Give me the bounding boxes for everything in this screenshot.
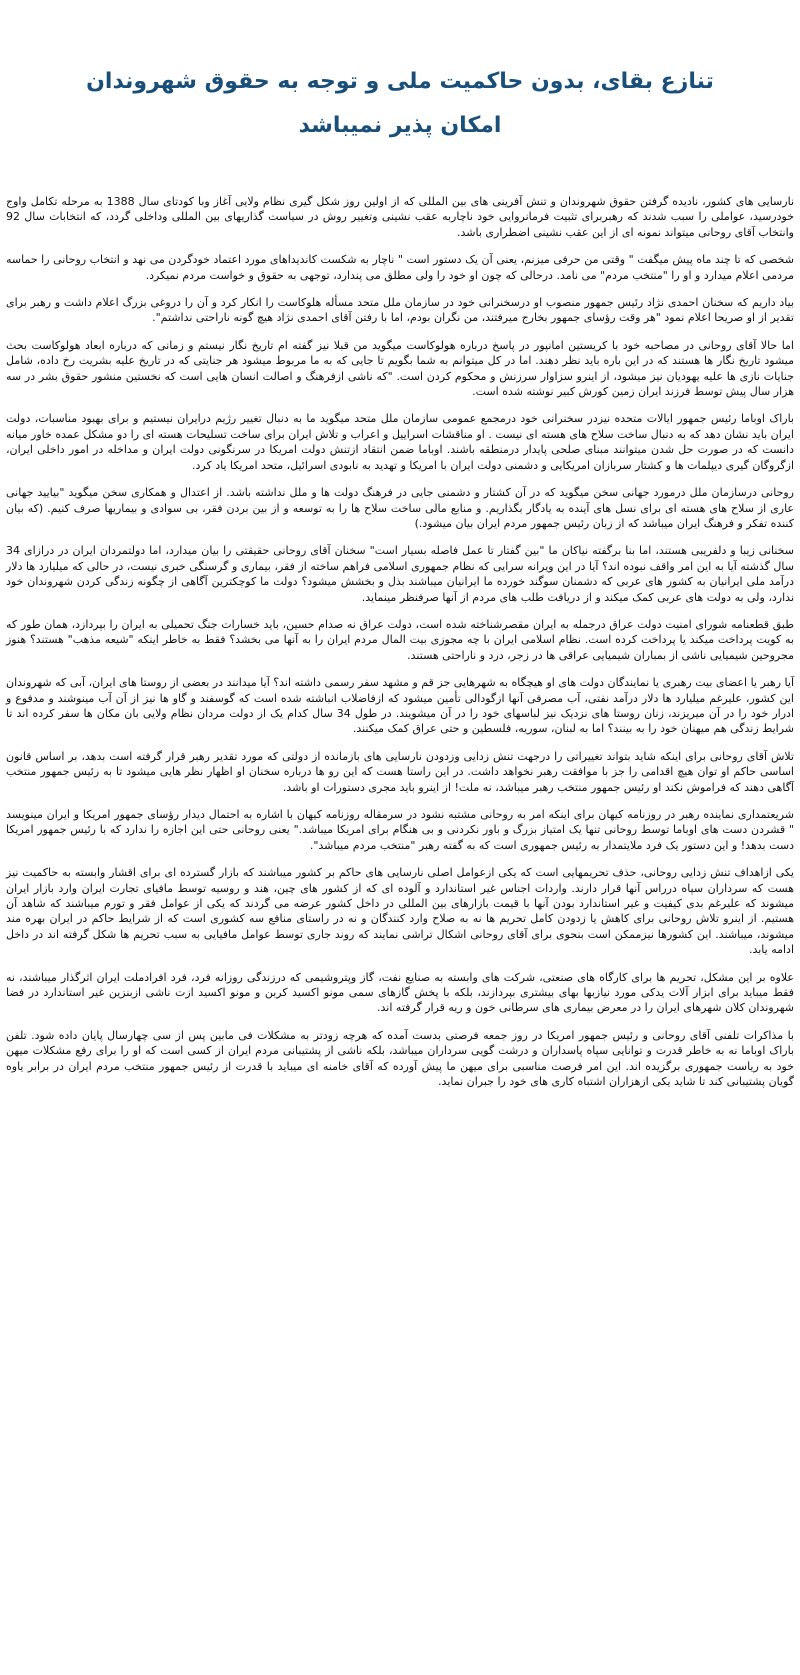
paragraph: تلاش آقای روحانی برای اینکه شاید بتواند تغییراتی را درجهت تنش زدایی وزدودن نارسایی های بازمانده از دولتی که مورد تقدیر رهبر قرار گرفته است بدهد، بر اساس قانون اساسی حاکم او توان هیچ اقدامی را جز با موافقت رهبر نخواهد داشت. در این راستا هست که این رو ها درباره سخنان او اظهار نظر هایی میشود تا به رئیس جمهور منتخب آگاهی دهند که فراموش نکند او رئیس جمهور منتخب رهبر میباشد، نه ملت! از اینرو باید مجری دستورات او باشد.	[6, 749, 794, 794]
title-line-2: امکان پذیر نمیباشد	[298, 113, 502, 138]
paragraph: اما حالا آقای روحانی در مصاحبه خود با کریستین امانپور در پاسخ درباره هولوکاست میگوید من قبلا نیز گفته ام تاریخ نگار نیستم و زمانی که درباره ابعاد هولوکاست بحث میشود تاریخ نگار ها هستند که در این باره باید نظر دهند. اما در کل میتوانم به شما بگویم تا جایی که به ما مربوط میشود هر جنایتی که در تاریخ علیه بشریت رخ داده، شامل جنایات نازی ها علیه یهودیان نیز میشود، از اینرو سزاوار سرزنش و محکوم کردن است. "که ناشی ازفرهنگ و اصالت انسان هایی است که نخستین منشور حقوق بشر در سه هزار سال پیش توسط فرزند ایران زمین کورش کبیر نوشته شده است.	[6, 338, 794, 399]
paragraph: نارسایی های کشور، نادیده گرفتن حقوق شهروندان و تنش آفرینی های بین المللی که از اولین روز شکل گیری نظام ولایی آغاز وبا کودتای سال 1388 به مرحله تکامل واوج خودرسید، عواملی را سبب شدند که رهبربرای تثبیت فرمانروایی خود ناچاربه عقب نشینی وتغییر روش در سیاست گذاریهای بین المللی وداخلی گردد، که انتخابات سال 92 وانتخاب آقای روحانی میتواند نمونه ای از این عقب نشینی اضطراری باشد.	[6, 195, 795, 239]
article	[6, 0, 794, 1102]
paragraph: شخصی که تا چند ماه پیش میگفت " وقتی من حرفی میزنم، یعنی آن یک دستور است " ناچار به شکست کاندیداهای مورد اعتماد خودگردن می نهد و انتخاب روحانی را حماسه مردمی اعلام میدارد و او را "منتخب مردم" می نامد. درحالی که چون او خود را ولی مطلق می پندارد، توجهی به حقوق و خواست مردم نمیکرد.	[6, 253, 794, 282]
paragraph: بیاد داریم که سخنان احمدی نژاد رئیس جمهور منصوب او درسخنرانی خود در سازمان ملل متحد مسأله هلوکاست را انکار کرد و آن را دروغی بزرگ اعلام داشت و رهبر برای تقدیر از او صریحا اعلام نمود "هر وقت رؤسای جمهور بخارج میرفتند، من نگران بودم، اما با رفتن آقای احمدی نژاد هیچ گونه ناراحتی نداشتم".	[6, 296, 794, 325]
paragraph: طبق قطعنامه شورای امنیت دولت عراق درجمله به ایران مقصرشناخته شده است، دولت عراق نه صدام حسین، باید خسارات جنگ تحمیلی به ایران را بپردازد، همان طور که به کویت پرداخت میکند یا پرداخت کرده است. نظام اسلامی ایران با چه مجوزی بیت المال مردم ایران را به آنها می بخشد؟ فقط به خاطر اینکه "شیعه مذهب" هستند؟ هنوز مجروحین شیمیایی ناشی از بمباران شیمیایی عراقی ها در زجر، درد و ناراحتی هستند.	[6, 617, 794, 662]
paragraph: با مذاکرات تلفنی آقای روحانی و رئیس جمهور امریکا در روز جمعه فرصتی بدست آمده که هرچه زودتر به مشکلات فی مابین پس از سی چهارسال پایان داده شود. تلفن باراک اوباما نه به خاطر قدرت و توانایی سپاه پاسداران و درشت گویی سرداران میباشد، بلکه ناشی از پشتیبانی مردم ایران از کسی است که او را برای رفع مشکلات میهن خود به ریاست جمهوری برگزیده اند. این امر فرصت مناسبی برای میهن ما پیش آورده که آقای خامنه ای میباید با قدرت از رئیس جمهور منتخب مردم ایران در برابر یاوه گویان پشتیبانی کند تا شاید یکی ازهزاران اشتباه کاری های خود را جبران نماید.	[6, 1028, 794, 1089]
paragraph: آیا رهبر یا اعضای بیت رهبری یا نمایندگان دولت های او هیچگاه به شهرهایی جز قم و مشهد سفر رسمی داشته اند؟ آیا میدانند در بعضی از روستا های ایران، آبی که شهروندان این کشور، علیرغم میلیارد ها دلار درآمد نفتی، آب مصرفی آنها ازگودالی تأمین میشود که ازفاضلاب انباشته شده است که گوسفند و گاو ها نیز از آن آب مینوشند و مدفوع و ادرار خود را در آن میریزند، زنان روستا های نزدیک نیز لباسهای خود را در آن میشویند. در طول 34 سال کدام یک از دولت مردان نظام ولایی بان مکان ها سفر کرده اند تا شرایط زندگی هم میهنان خود را به بینند؟ اما به لبنان، سوریه، فلسطین و حتی عراق کمک میکنند.	[6, 676, 794, 736]
paragraph: باراک اوباما رئیس جمهور ایالات متحده نیزدر سخنرانی خود درمجمع عمومی سازمان ملل متحد میگوید ما به دنبال تغییر رژیم درایران نیستیم و برای بهبود مناسبات، دولت ایران باید نشان دهد که به دنبال ساخت سلاح های هسته ای نیست . او مناقشات اسراییل و اعراب و تلاش ایران برای ساخت تسلیحات هسته ای را دو مشکل عمده خاور میانه دانست که در صورت حل شدن میتوانند مبنای صلحی پایدار درمنطقه باشند. اوباما ضمن انتقاد ازتنش دولت امریکا در سرنگونی دولت ایران و مداخله در امور داخلی ایران، ازگروگان گیری دیپلمات ها و کشتار سربازان امریکایی و دشمنی دولت ایران با امریکا و تهدید به نابودی اسرائیل، متحد امریکا یاد کرد.	[6, 412, 794, 472]
paragraph: روحانی درسازمان ملل درمورد جهانی سخن میگوید که در آن کشتار و دشمنی جایی در فرهنگ دولت ها و ملل نداشته باشد. از اعتدال و همکاری سخن میگوید "بیایید جهانی عاری از سلاح های هسته ای برای نسل های آینده به یادگار بگذاریم. و منابع مالی ساخت سلاح ها را به توسعه و از بین بردن فقر، بی سوادی و بیماریها صرف کنیم. (که بیان کننده تفکر و فرهنگ ایران میباشد که از زبان رئیس جمهور مردم ایران بیان میشود.)	[6, 486, 794, 530]
page-title	[6, 60, 794, 148]
paragraph: یکی ازاهداف تنش زدایی روحانی، حذف تحریمهایی است که یکی ازعوامل اصلی نارسایی های حاکم بر کشور میباشند که بازار گسترده ای برای اقشار وابسته به حاکمیت نیز هست که سرداران سپاه درراس آنها قرار دارند. واردات اجناس غیر استاندارد و آلوده ای که از کشور های چین، هند و روسیه توسط مافیای تجارت ایران وارد بازار ایران میشوند که علیرغم بدی کیفیت و غیر استاندارد بودن آنها با قیمت بازارهای بین المللی در داخل کشور عرضه می گردند که یکی از عوامل فقر و تورم میباشند که شاهد آن هستیم. از اینرو تلاش روحانی برای کاهش یا زدودن کامل تحریم ها نه به صلاح وارد کنندگان و نه در راستای منافع سه کشوری است که از شرایط حاکم در ایران بهره مند میشوند، میباشند. این کشورها نیزممکن است بنحوی برای آقای روحانی اشکال تراشی نمایند که روند جاری توسط عوامل مافیایی به سبب تحریم ها شکل گرفته اند در داخل ادامه یابد.	[6, 866, 794, 957]
title-line-1: تنازع بقای، بدون حاکمیت ملی و توجه به حقوق شهروندان	[86, 69, 714, 94]
paragraph: سخنانی زیبا و دلفریبی هستند، اما بنا برگفته نیاکان ما "بین گفتار تا عمل فاصله بسیار است" سخنان آقای روحانی حقیقتی را بیان میدارد، اما دولتمردان ایران در درازای 34 سال گذشته آیا به این امر واقف نبوده اند؟ آیا در این ویرانه سرایی که نظام جمهوری اسلامی فراهم ساخته از فقر، بیماری و گرسنگی خبری نیست، در حالی که میلیارد ها دلار درآمد ملی ایرانیان به کشور های عربی که دشمنان سوگند خورده ما ایرانیان میباشند بذل و بخشش میشود؟ دولت ما کوچکترین آگاهی از چگونه زندگی کردن شهروندان خود ندارد، ولی به دولت های عربی کمک میکند و از دریافت طلب های مردم از آنها صرفنظر مینماید.	[6, 544, 794, 604]
article-body	[6, 194, 794, 1090]
paragraph: شریعتمداری نماینده رهبر در روزنامه کیهان برای اینکه امر به روحانی مشتبه نشود در سرمقاله روزنامه کیهان با اشاره به احتمال دیدار رؤسای جمهور امریکا و ایران مینویسد " قشردن دست های اوباما توسط روحانی تنها یک امتیاز بزرگ و باور نکردنی و بی هنگام برای امریکا میباشد." یعنی روحانی حتی این اجازه را ندارد که با رئیس جمهور امریکا دست بدهد! و این دستور یک فرد ملایتمدار به رئیس جمهوری است که به گفته رهبر "منتخب مردم میباشد".	[6, 808, 794, 852]
paragraph: علاوه بر این مشکل، تحریم ها برای کارگاه های صنعتی، شرکت های وابسته به صنایع نفت، گاز وپتروشیمی که درزندگی روزانه فرد، فرد افرادملت ایران اثرگذار میباشند، نه فقط میباید برای ابزار آلات یدکی مورد نیازبها بهای بیشتری بپردازند، بلکه با پخش گازهای سمی مونو اکسید کربن و مونو اکسید ازت ناشی ازبنزین غیر استاندارد در فضا شهروندان کلان شهرهای ایران را در معرض بیماری های سرطانی خون و ریه قرار گرفته اند.	[6, 970, 794, 1015]
